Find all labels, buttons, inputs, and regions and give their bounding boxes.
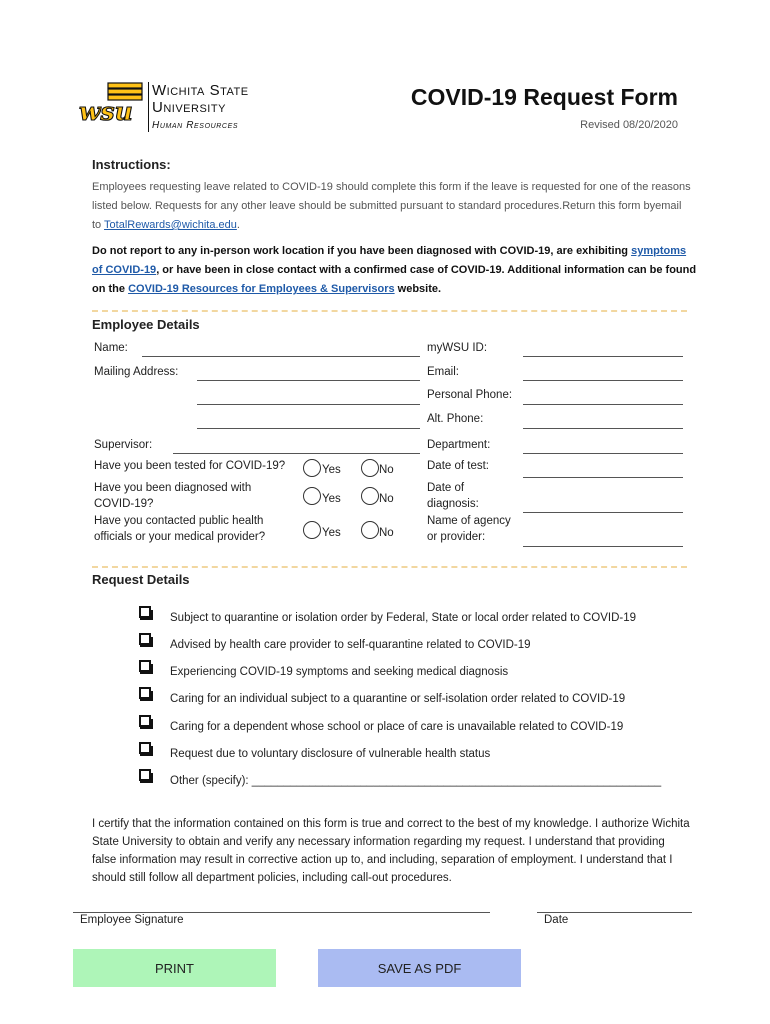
resources-link[interactable]: COVID-19 Resources for Employees & Supervisors <box>128 283 395 295</box>
employee-details-heading: Employee Details <box>92 317 200 332</box>
department-field[interactable] <box>523 453 683 454</box>
request-item-5: Caring for a dependent whose school or place of care is unavailable related to COVID-19 <box>170 721 624 733</box>
date-signature-field[interactable] <box>537 912 692 913</box>
email-label: Email: <box>427 366 459 378</box>
form-title: COVID-19 Request Form <box>410 84 678 110</box>
save-as-pdf-button[interactable]: SAVE AS PDF <box>318 949 521 987</box>
logo-text-university: University <box>152 99 226 116</box>
wsu-logo <box>78 80 268 134</box>
request-item-1: Subject to quarantine or isolation order by Federal, State or local order related to COVID-19 <box>170 612 636 624</box>
request-details-heading: Request Details <box>92 572 190 587</box>
revised-date: Revised 08/20/2020 <box>580 119 678 131</box>
employee-signature-field[interactable] <box>73 912 490 913</box>
warning-text-2: , or have been in close contact with a confirmed case of COVID-19. Additional information can be found on the <box>92 264 697 295</box>
request-item-6: Request due to voluntary disclosure of vulnerable health status <box>170 748 491 760</box>
diagnosed-yes-radio[interactable] <box>303 487 321 505</box>
supervisor-field[interactable] <box>173 453 420 454</box>
tested-no-radio[interactable] <box>361 459 379 477</box>
agency-field[interactable] <box>523 546 683 547</box>
contacted-no-radio[interactable] <box>361 521 379 539</box>
tested-no-label: No <box>379 464 394 476</box>
alt-phone-field[interactable] <box>523 428 683 429</box>
diagnosed-no-label: No <box>379 493 394 505</box>
contacted-no-label: No <box>379 527 394 539</box>
symptoms-link[interactable]: symptoms of COVID-19 <box>92 245 687 276</box>
mailing-address-field-2[interactable] <box>197 404 420 405</box>
department-label: Department: <box>427 439 491 451</box>
agency-label-1: Name of agency <box>427 515 511 527</box>
mailing-address-label: Mailing Address: <box>94 366 179 378</box>
contacted-yes-radio[interactable] <box>303 521 321 539</box>
q-contacted-label-2: officials or your medical provider? <box>94 531 266 543</box>
request-item-other: Other (specify): ________________________________________________________________ <box>170 775 662 787</box>
date-of-diagnosis-field[interactable] <box>523 512 683 513</box>
request-checkbox-5[interactable] <box>139 715 151 727</box>
logo-text-human-resources: Human Resources <box>152 120 239 131</box>
employee-signature-label: Employee Signature <box>80 914 184 926</box>
mailing-address-field-3[interactable] <box>197 428 420 429</box>
tested-yes-radio[interactable] <box>303 459 321 477</box>
q-contacted-label-1: Have you contacted public health <box>94 515 264 527</box>
personal-phone-field[interactable] <box>523 404 683 405</box>
mailing-address-field-1[interactable] <box>197 380 420 381</box>
name-field[interactable] <box>142 356 420 357</box>
personal-phone-label: Personal Phone: <box>427 389 513 401</box>
request-checkbox-other[interactable] <box>139 769 151 781</box>
request-checkbox-6[interactable] <box>139 742 151 754</box>
diagnosed-no-radio[interactable] <box>361 487 379 505</box>
date-signature-label: Date <box>544 914 569 926</box>
alt-phone-label: Alt. Phone: <box>427 413 484 425</box>
date-of-diagnosis-label-1: Date of <box>427 482 465 494</box>
warning-text-3: website. <box>394 283 442 295</box>
diagnosed-yes-label: Yes <box>322 493 341 505</box>
contacted-yes-label: Yes <box>322 527 341 539</box>
email-field[interactable] <box>523 380 683 381</box>
q-tested-label: Have you been tested for COVID-19? <box>94 460 286 472</box>
q-diagnosed-label-1: Have you been diagnosed with <box>94 482 252 494</box>
certification-statement: I certify that the information contained on this form is true and correct to the best of my knowledge. I authorize Wichita State University to obtain and verify any necessary information regarding my request. I understand that providing false information may result in corrective action up to, and including, separation of employment. I understand that I should still follow all department policies, including call-out procedures. <box>92 818 690 884</box>
name-label: Name: <box>94 342 128 354</box>
request-item-2: Advised by health care provider to self-quarantine related to COVID-19 <box>170 639 531 651</box>
mywsu-id-field[interactable] <box>523 356 683 357</box>
section-divider <box>92 310 687 312</box>
logo-text-wichita-state: Wichita State <box>152 82 249 99</box>
date-of-diagnosis-label-2: diagnosis: <box>427 498 479 510</box>
email-link[interactable]: TotalRewards@wichita.edu <box>104 219 237 231</box>
wsu-shocker-logo-icon <box>78 82 144 124</box>
date-of-test-field[interactable] <box>523 477 683 478</box>
warning-text-1: Do not report to any in-person work location if you have been diagnosed with COVID-19, are exhibiting <box>92 245 632 257</box>
request-checkbox-1[interactable] <box>139 606 151 618</box>
date-of-test-label: Date of test: <box>427 460 490 472</box>
instructions-period: . <box>236 219 240 231</box>
request-checkbox-2[interactable] <box>139 633 151 645</box>
instructions-text: Employees requesting leave related to COVID-19 should complete this form if the leave is requested for one of the reasons listed below. Requests for any other leave should be submitted pursuant to standard procedures.Return this form byemail to <box>92 181 691 231</box>
request-item-3: Experiencing COVID-19 symptoms and seeking medical diagnosis <box>170 666 509 678</box>
section-divider-2 <box>92 566 687 568</box>
request-checkbox-4[interactable] <box>139 687 151 699</box>
request-checkbox-3[interactable] <box>139 660 151 672</box>
instructions-body <box>92 178 692 235</box>
tested-yes-label: Yes <box>322 464 341 476</box>
supervisor-label: Supervisor: <box>94 439 153 451</box>
print-button[interactable]: PRINT <box>73 949 276 987</box>
q-diagnosed-label-2: COVID-19? <box>94 498 154 510</box>
svg-text:wsu: wsu <box>79 97 133 124</box>
logo-divider <box>148 82 149 132</box>
request-item-4: Caring for an individual subject to a quarantine or self-isolation order related to COVID-19 <box>170 693 626 705</box>
instructions-heading: Instructions: <box>92 157 171 172</box>
agency-label-2: or provider: <box>427 531 486 543</box>
mywsu-id-label: myWSU ID: <box>427 342 488 354</box>
warning-notice <box>92 242 697 299</box>
